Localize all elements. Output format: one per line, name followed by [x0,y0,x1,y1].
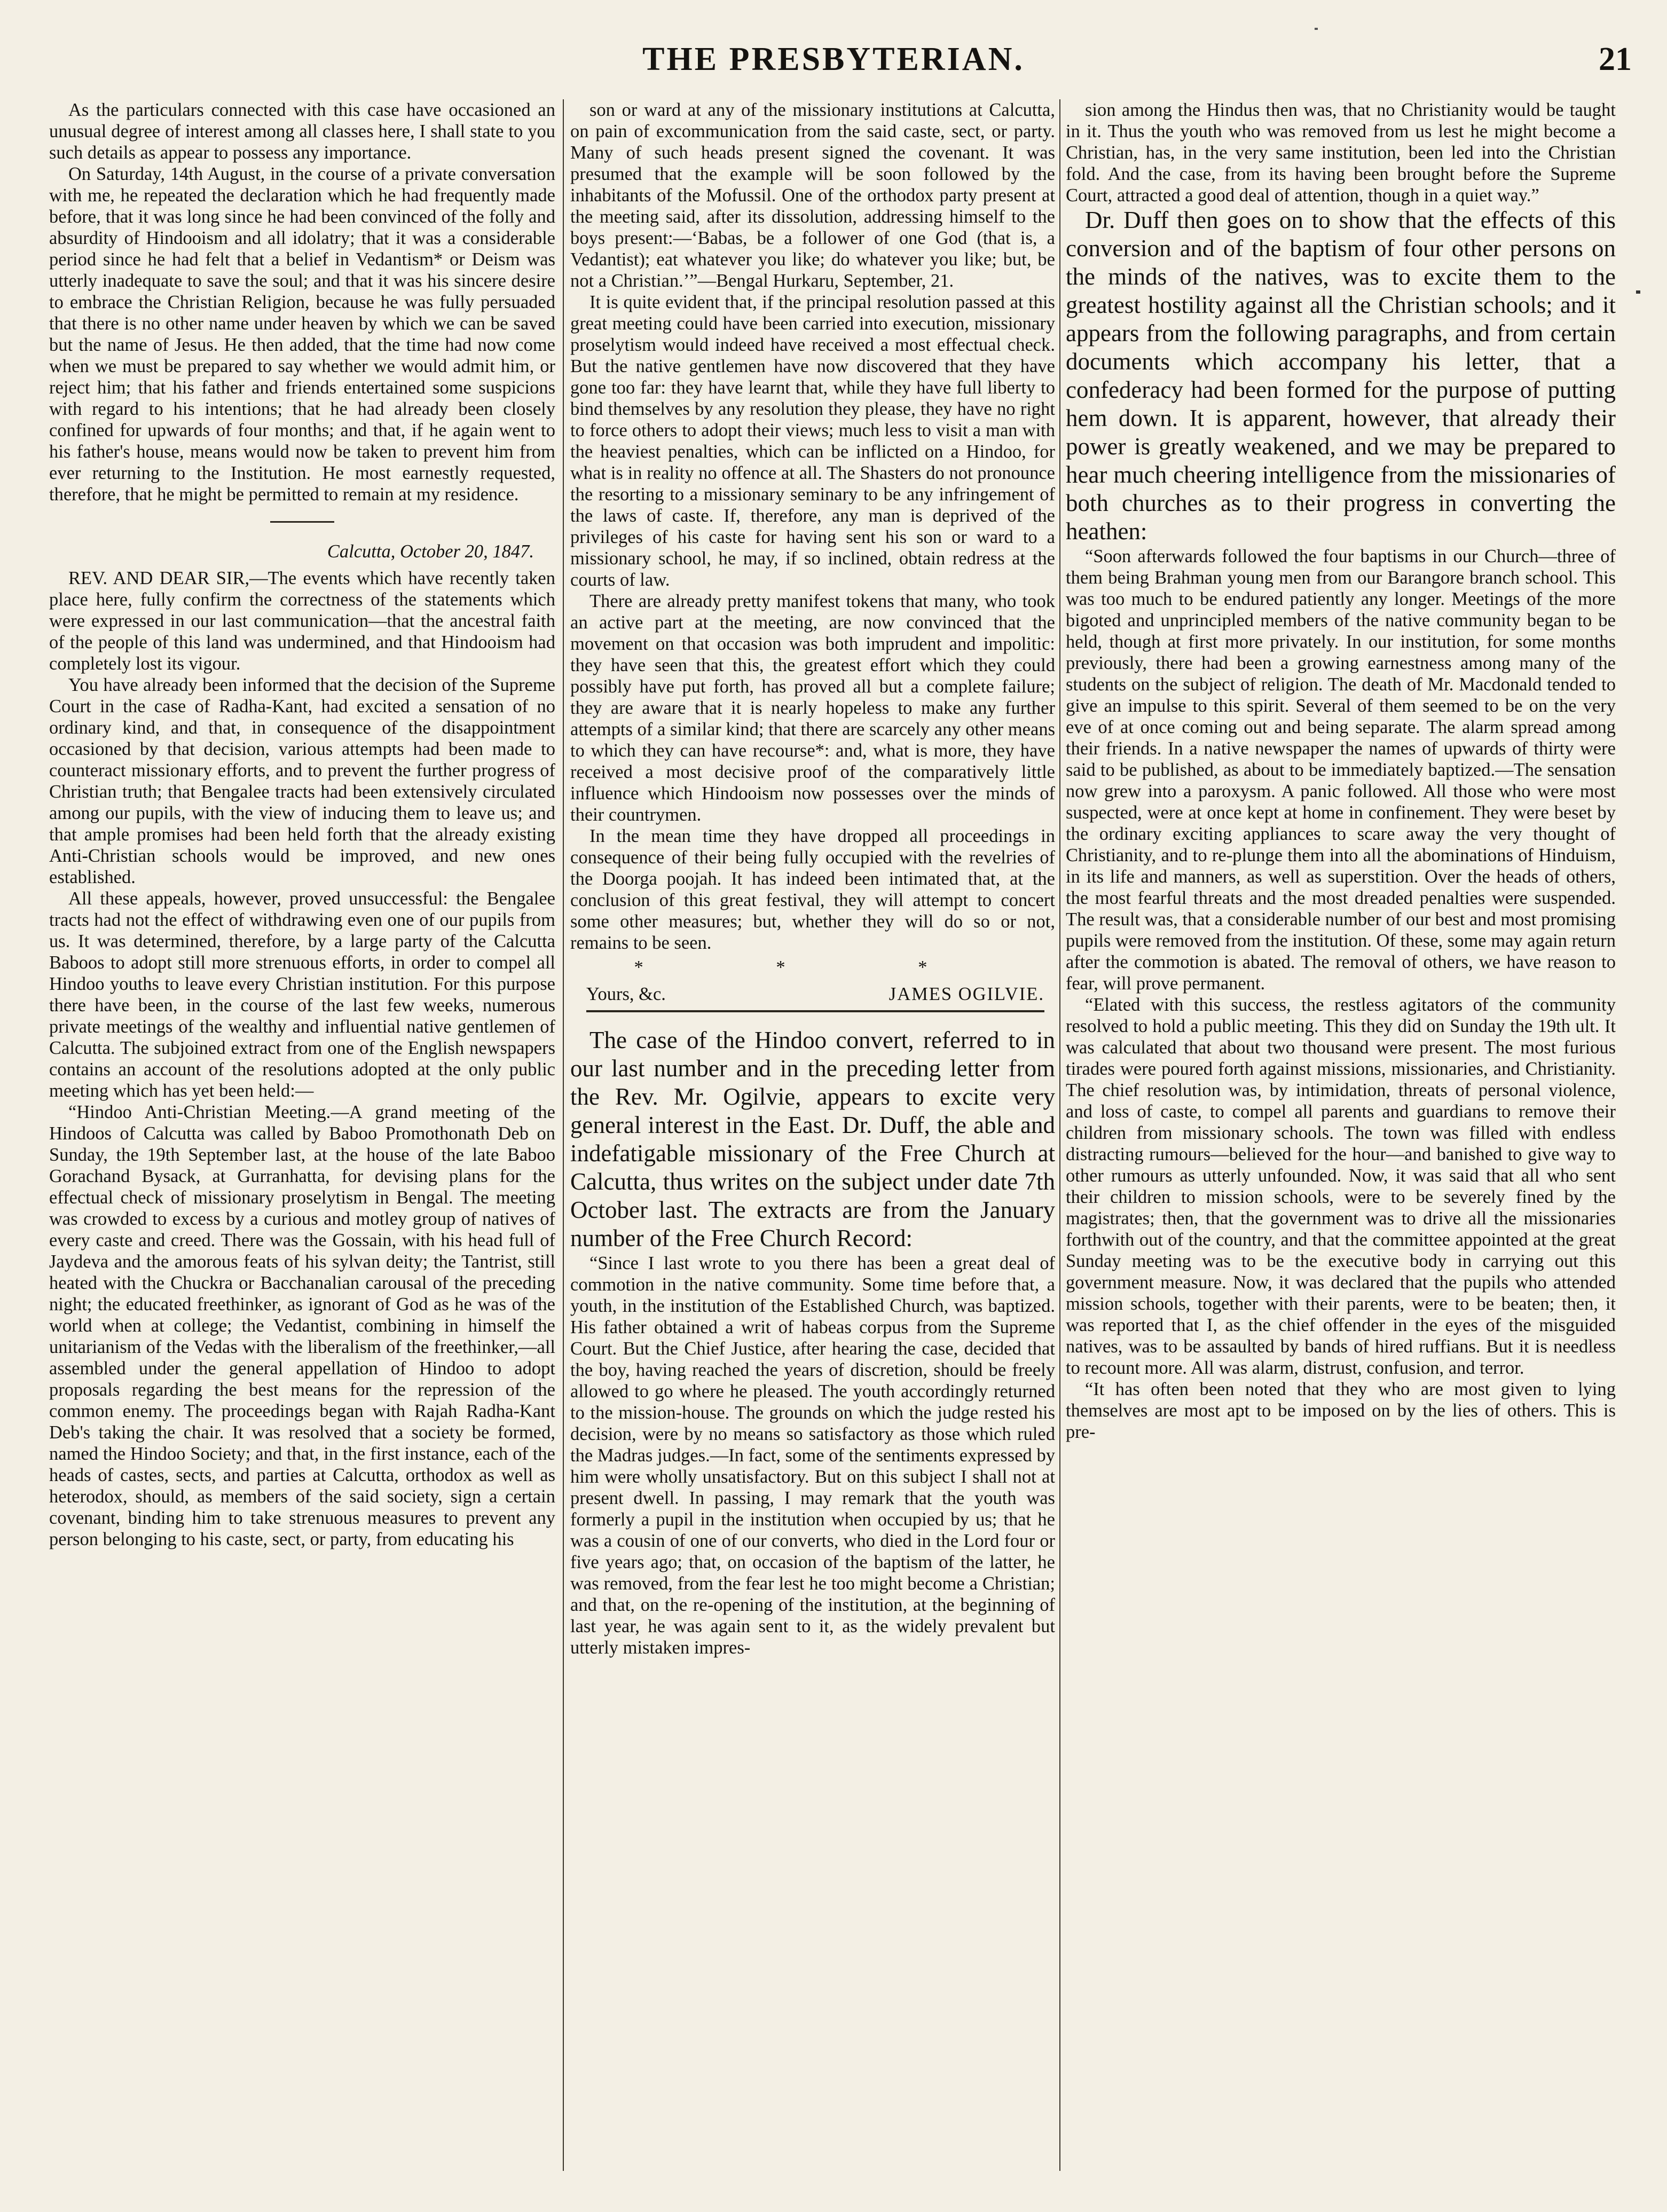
editorial-paragraph: The case of the Hindoo convert, referred to in our last number and in the preceding letter from the Rev. Mr. Ogilvie, appears to excite very general interest in the East. Dr. Duff, the able and indefatigable missionary of the Free Church at Calcutta, thus writes on the subject under date 7th October last. The extracts are from the January number of the Free Church Record: [570,1027,1055,1251]
letter-signature [586,983,1044,1012]
paragraph: REV. AND DEAR SIR,—The events which have recently taken place here, fully confirm the correctness of the statements which were expressed in our last communication—that the ancestral faith of the people of this land was undermined, and that Hindooism had completely lost its vigour. [49,568,555,674]
column-3 [1066,99,1616,2198]
paragraph: It is quite evident that, if the principal resolution passed at this great meeting could have been carried into execution, missionary proselytism would indeed have received a most effectual check. But the native gentlemen have now discovered that they have gone too far: they have learnt that, while they have full liberty to bind themselves by any resolution they please, they have no right to force others to adopt their views; much less to visit a man with the heaviest penalties, which can be inflicted on a Hindoo, for what is in reality no offence at all. The Shasters do not pronounce the resorting to a missionary seminary to be any infringement of the laws of caste. If, therefore, any man is deprived of the privileges of his caste for having sent his son or ward to a missionary school, he may, if so inclined, obtain redress at the courts of law. [570,292,1055,590]
paragraph: “Since I last wrote to you there has been a great deal of commotion in the native community. Some time before that, a youth, in the institution of the Established Church, was baptized. His father obtained a writ of habeas corpus from the Supreme Court. But the Chief Justice, after hearing the case, decided that the boy, having reached the years of discretion, should be freely allowed to go where he pleased. The youth accordingly returned to the mission-house. The grounds on which the judge rested his decision, were by no means so satisfactory as those which ruled the Madras judges.—In fact, some of the sentiments expressed by him were wholly unsatisfactory. But on this subject I shall not at present dwell. In passing, I may remark that the youth was formerly a pupil in the institution when occupied by us; that he was a cousin of one of our converts, who died in the Lord four or five years ago; that, on occasion of the baptism of the latter, he was removed, from the fear lest he too might become a Christian; and that, on the re-opening of the institution, at the beginning of last year, he was again sent to it, as the widely prevalent but utterly mistaken impres- [570,1253,1055,1658]
paragraph: You have already been informed that the decision of the Supreme Court in the case of Radha-Kant, had excited a sensation of no ordinary kind, and that, in consequence of the disappointment occasioned by that decision, various attempts had been made to counteract missionary efforts, and to prevent the further progress of Christian truth; that Bengalee tracts had been extensively circulated among our pupils, with the view of inducing them to leave us; and that ample promises had been held forth that the already existing Anti-Christian schools would be improved, and new ones established. [49,675,555,887]
print-speck [1315,28,1318,30]
paragraph: All these appeals, however, proved unsuccessful: the Bengalee tracts had not the effect of withdrawing even one of our pupils from us. It was determined, therefore, by a large party of the Calcutta Baboos to adopt still more strenuous efforts, in order to compel all Hindoo youths to leave every Christian institution. For this purpose there have been, in the course of the last few weeks, numerous private meetings of the wealthy and influential native gentlemen of Calcutta. The subjoined extract from one of the English newspapers contains an account of the resolutions adopted at the only public meeting which has yet been held:— [49,888,555,1101]
margin-mark [1636,290,1640,294]
paragraph: “Hindoo Anti-Christian Meeting.—A grand meeting of the Hindoos of Calcutta was called by Baboo Promothonath Deb on Sunday, the 19th September last, at the house of the late Baboo Gorachand Bysack, at Gurranhatta, for devising plans for the effectual check of missionary proselytism in Bengal. The meeting was crowded to excess by a curious and motley group of natives of every caste and creed. There was the Gossain, with his head full of Jaydeva and the amorous feats of his sylvan deity; the Tantrist, still heated with the Chuckra or Bacchanalian carousal of the preceding night; the educated freethinker, as ignorant of God as he was of the world when at college; the Vedantist, combining in himself the unitarianism of the Vedas with the liberalism of the freethinker,—all assembled under the general appellation of Hindoo to adopt proposals regarding the best means for the repression of the common enemy. The proceedings began with Rajah Radha-Kant Deb's taking the chair. It was resolved that a society be formed, named the Hindoo Society; and that, in the first instance, each of the heads of castes, sects, and parties at Calcutta, orthodox as well as heterodox, should, as members of the said society, sign a certain covenant, binding him to take strenuous measures to prevent any person belonging to his caste, sect, or party, from educating his [49,1102,555,1549]
signature-name: JAMES OGILVIE. [888,984,1044,1004]
editorial-paragraph: Dr. Duff then goes on to show that the effects of this conversion and of the baptism of four other persons on the minds of the natives, was to excite them to the greatest hostility against all the Christian schools; and it appears from the following paragraphs, and from certain documents which accompany his letter, that a confederacy had been formed for the purpose of putting hem down. It is apparent, however, that already their power is greatly weakened, and we may be prepared to hear much cheering intelligence from the missionaries of both churches as to their progress in converting the heathen: [1066,207,1616,545]
page-header [0,30,1667,78]
column-rule-right [1059,99,1060,2171]
paragraph: “It has often been noted that they who are most given to lying themselves are most apt to be imposed on by the lies of others. This is pre- [1066,1379,1616,1442]
journal-title: THE PRESBYTERIAN. [642,41,1025,77]
letter-dateline: Calcutta, October 20, 1847. [327,541,534,562]
paragraph: In the mean time they have dropped all proceedings in consequence of their being fully occupied with the revelries of the Doorga poojah. It has indeed been intimated that, at the conclusion of this great festival, they will attempt to concert some other measures; but, whether they will do so or not, remains to be seen. [570,826,1055,953]
paragraph: “Elated with this success, the restless agitators of the community resolved to hold a public meeting. This they did on Sunday the 19th ult. It was calculated that about two thousand were present. The most furious tirades were poured forth against missions, missionaries, and Christianity. The chief resolution was, by intimidation, threats of personal violence, and loss of caste, to compel all parents and guardians to remove their children from missionary schools. The town was filled with endless distracting rumours—believed for the hour—and banished to give way to other rumours as utterly unfounded. Now, it was said that all who sent their children to mission schools, were to be severely fined by the magistrates; then, that the government was to drive all the missionaries forthwith out of the country, and that the committee appointed at the great Sunday meeting was to be the executive body in carrying out this government measure. Now, it was declared that the pupils who attended mission schools, together with their parents, were to be beaten; then, it was reported that I, as the chief offender in the eyes of the misguided natives, was to be assaulted by bands of hired ruffians. But it is needless to recount more. All was alarm, distrust, confusion, and terror. [1066,995,1616,1378]
page-number: 21 [1599,41,1632,77]
paragraph: On Saturday, 14th August, in the course of a private conversation with me, he repeated the declaration which he had frequently made before, that it was long since he had been convinced of the folly and absurdity of Hindooism and all idolatry; that it was a considerable period since he had felt that a belief in Vedantism* or Deism was utterly inadequate to save the soul; and that it was his sincere desire to embrace the Christian Religion, because he was fully persuaded that there is no other name under heaven by which we can be saved but the name of Jesus. He then added, that the time had now come when we must be prepared to say whether we would admit him, or reject him; that his father and friends entertained some suspicions with regard to his intentions; that he had already been closely confined for upwards of four months; and that, if he again went to his father's house, means would now be taken to prevent him from ever returning to the Institution. He most earnestly requested, therefore, that he might be permitted to remain at my residence. [49,164,555,505]
section-stars: * * * [634,957,992,978]
column-2 [570,99,1055,2198]
column-rule-left [563,99,564,2171]
paragraph: sion among the Hindus then was, that no Christianity would be taught in it. Thus the youth who was removed from us lest he might become a Christian, has, in the very same institution, been led into the Christian fold. And the case, from its having been brought before the Supreme Court, attracted a good deal of attention, though in a quiet way.” [1066,100,1616,206]
paragraph: There are already pretty manifest tokens that many, who took an active part at the meeting, are now convinced that the movement on that occasion was both imprudent and impolitic: they have seen that this, the greatest effort which they could possibly have put forth, has proved all but a complete failure; they are aware that it is nearly hopeless to make any further attempts of a similar kind; that there are scarcely any other means to which they can have recourse*: and, what is more, they have received a most decisive proof of the comparatively little influence which Hindooism now possesses over the minds of their countrymen. [570,591,1055,825]
paragraph: son or ward at any of the missionary institutions at Calcutta, on pain of excommunication from the said caste, sect, or party. Many of such heads present signed the covenant. It was presumed that the example will be soon followed by the inhabitants of the Mofussil. One of the orthodox party present at the meeting said, after its dissolution, addressing himself to the boys present:—‘Babas, be a follower of one God (that is, a Vedantist); eat whatever you like; do whatever you like; but, be not a Christian.’”—Bengal Hurkaru, September, 21. [570,100,1055,291]
section-rule [270,521,334,523]
paragraph: As the particulars connected with this case have occasioned an unusual degree of interest among all classes here, I shall state to you such details as appear to possess any importance. [49,100,555,163]
signature-closing: Yours, &c. [586,984,666,1004]
paragraph: “Soon afterwards followed the four baptisms in our Church—three of them being Brahman young men from our Barangore branch school. This was too much to be endured patiently any longer. Meetings of the more bigoted and unprincipled members of the native community began to be held, though at first more privately. In our institution, for some months previously, there had been a growing earnestness among many of the students on the subject of religion. The death of Mr. Macdonald tended to give an impulse to this spirit. Several of them seemed to be on the very eve of at once coming out and being separate. The alarm spread among their friends. In a native newspaper the names of upwards of thirty were said to be published, as about to be immediately baptized.—The sensation now grew into a paroxysm. A panic followed. All those who were most suspected, were at once kept at home in confinement. They were beset by the ordinary exciting appliances to scare away the very thought of Christianity, and to re-plunge them into all the abominations of Hinduism, in its life and manners, as well as superstition. Over the heads of others, the most fearful threats and the most dreaded penalties were suspended. The result was, that a considerable number of our best and most promising pupils were removed from the institution. Of these, some may again return after the commotion is abated. The removal of others, we have reason to fear, will prove permanent. [1066,546,1616,994]
column-1 [49,99,555,2198]
